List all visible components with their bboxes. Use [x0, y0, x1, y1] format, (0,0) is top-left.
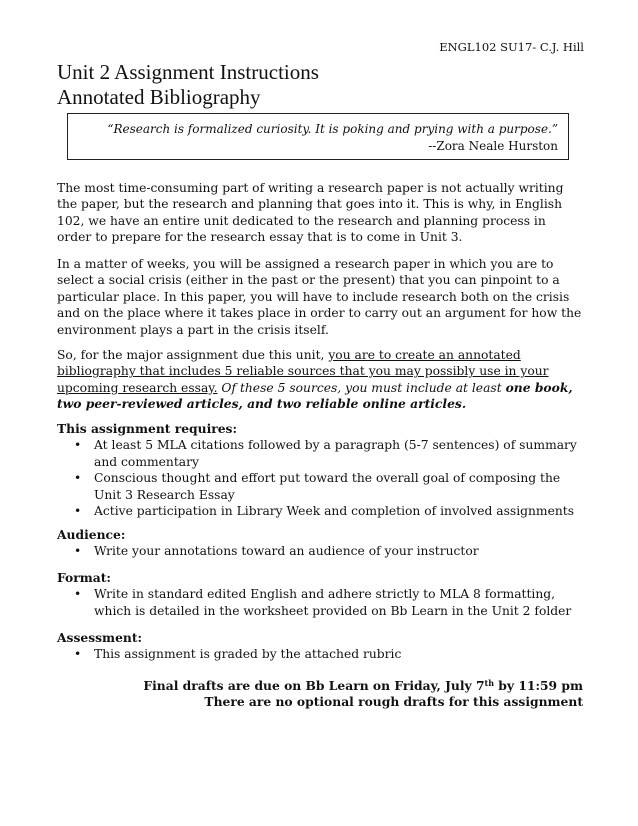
title-line-1: Unit 2 Assignment Instructions [57, 60, 319, 84]
assignment-paragraph [57, 347, 583, 413]
bullet-icon: • [74, 587, 82, 602]
bullet-icon: • [74, 471, 82, 486]
intro-paragraph: The most time-consuming part of writing a research paper is not actually writing the paper, but the research and planning that goes into it. This is why, in English 102, we have an entire unit dedicated to the research and planning process in order to prepare for the research essay that is to come in Unit 3. [57, 181, 564, 245]
requirements-list [57, 437, 583, 519]
assessment-list [57, 646, 583, 662]
requirements-heading: This assignment requires: [57, 421, 238, 436]
list-item: • At least 5 MLA citations followed by a paragraph (5-7 sentences) of summary and commentary [74, 438, 577, 469]
deadline-line-1: Final drafts are due on Bb Learn on Friday, July 7th by 11:59 pm [143, 678, 583, 693]
assignment-sources-note: Of these 5 sources, you must include at least [217, 380, 506, 395]
deadline-line-2: There are no optional rough drafts for this assignment [204, 694, 583, 710]
audience-heading: Audience: [57, 527, 126, 542]
list-item: • Conscious thought and effort put toward the overall goal of composing the Unit 3 Research Essay [74, 471, 561, 502]
title-line-2: Annotated Bibliography [57, 85, 261, 109]
epigraph-author: --Zora Neale Hurston [428, 139, 558, 153]
epigraph-quote: “Research is formalized curiosity. It is poking and prying with a purpose.” [107, 122, 558, 136]
assessment-section [57, 630, 583, 663]
list-item: • Write your annotations toward an audience of your instructor [74, 544, 479, 559]
audience-section [57, 527, 583, 560]
epigraph-box [67, 113, 569, 160]
bullet-icon: • [74, 647, 82, 662]
assignment-source-types: one book, two peer-reviewed articles, and two reliable online articles. [57, 379, 573, 412]
deadline-notice [143, 678, 583, 711]
list-item: • Write in standard edited English and adhere strictly to MLA 8 formatting, which is detailed in the worksheet provided on Bb Learn in the Unit 2 folder [74, 587, 572, 618]
assessment-heading: Assessment: [57, 630, 143, 645]
bullet-icon: • [74, 504, 82, 519]
list-item: • Active participation in Library Week and completion of involved assignments [74, 504, 575, 519]
course-header: ENGL102 SU17- C.J. Hill [439, 40, 584, 54]
assignment-task: you are to create an annotated bibliography that includes 5 reliable sources that you may possibly use in your upcoming research essay. [57, 348, 549, 395]
format-heading: Format: [57, 570, 111, 585]
assignment-intro: So, for the major assignment due this unit, [57, 348, 329, 362]
format-section [57, 570, 583, 619]
context-paragraph: In a matter of weeks, you will be assigned a research paper in which you are to select a social crisis (either in the past or the present) that you can pinpoint to a particular place. In this paper, you will have to include research both on the crisis and on the place where it takes place in order to carry out an argument for how the environment plays a part in the crisis itself. [57, 257, 582, 337]
list-item: • This assignment is graded by the attached rubric [74, 647, 402, 662]
bullet-icon: • [74, 438, 82, 453]
page-title [57, 60, 319, 110]
bullet-icon: • [74, 544, 82, 559]
format-list [57, 586, 583, 619]
requirements-section [57, 421, 583, 519]
audience-list [57, 543, 583, 559]
